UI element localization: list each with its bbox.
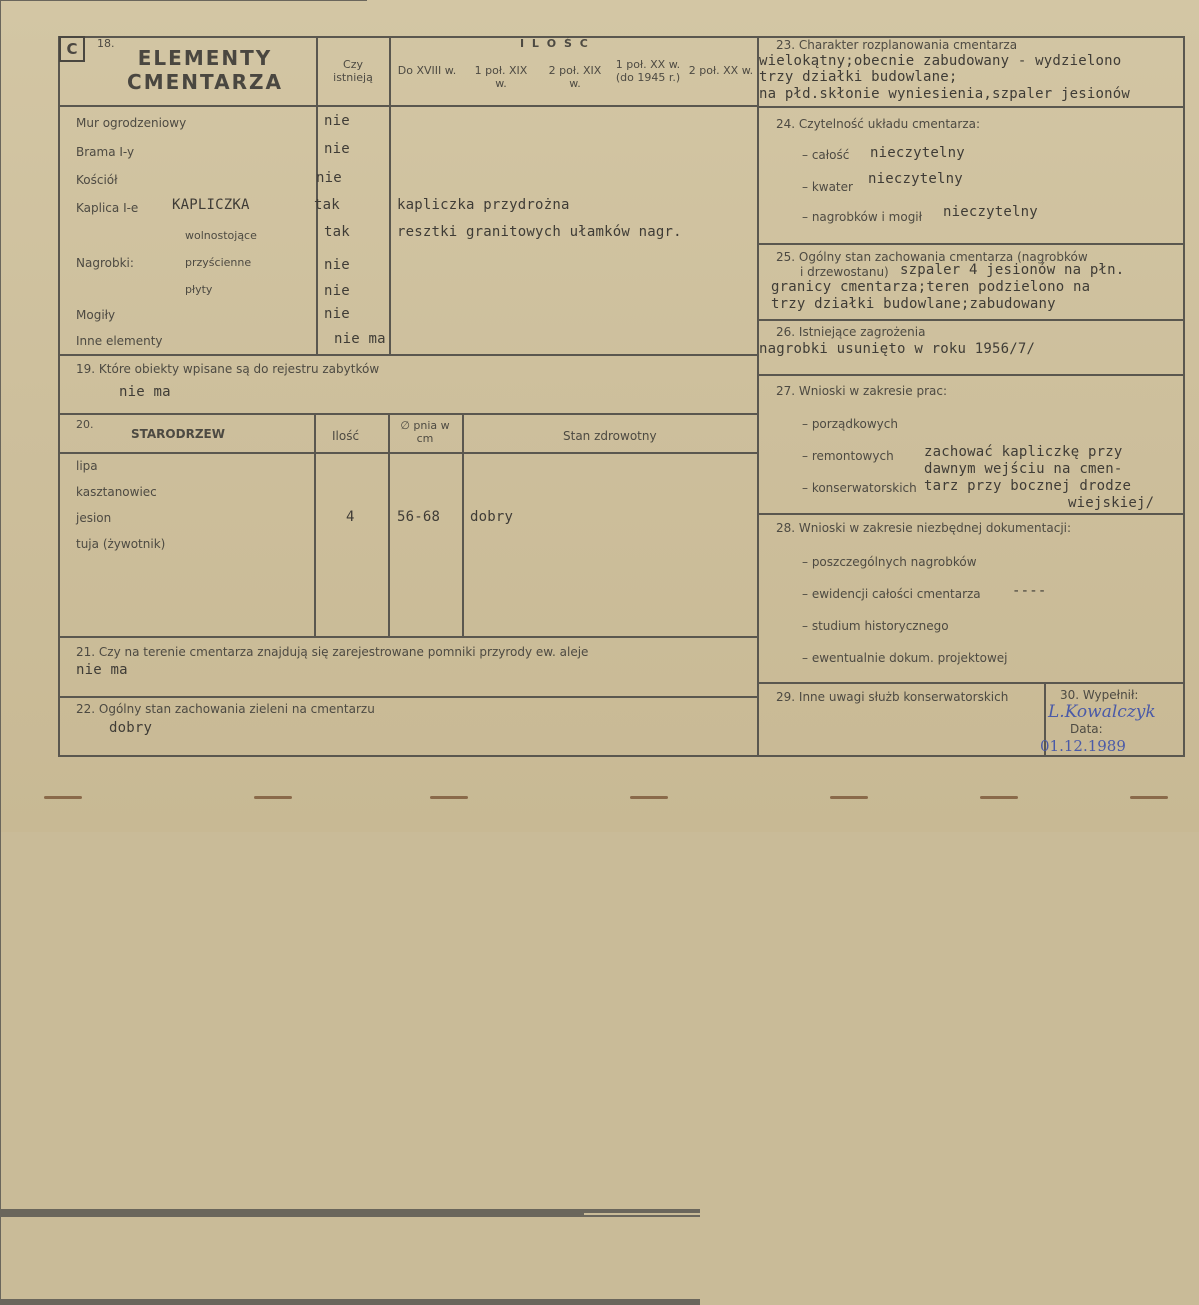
s20-bottom [58, 636, 758, 638]
s20-col-3 [462, 413, 464, 636]
s25-bottom [757, 319, 1184, 321]
row-wolnostojace-label: wolnostojące [185, 229, 257, 242]
s21-label: 21. Czy na terenie cmentarza znajdują się zarejestrowane pomniki przyrody ew. aleje [76, 645, 589, 659]
s30-date-label: Data: [1070, 722, 1103, 736]
staple [630, 796, 668, 799]
tree-row-name: tuja (żywotnik) [76, 537, 166, 551]
s19-bottom [58, 413, 758, 415]
row-plyty-value: nie [324, 283, 350, 299]
s27-bottom [757, 513, 1184, 515]
s26-label: 26. Istniejące zagrożenia [776, 325, 926, 339]
s26-bottom [757, 374, 1184, 376]
s19-value: nie ma [119, 384, 171, 400]
title-line2: CMENTARZA [127, 70, 283, 94]
row-plyty-label: płyty [185, 283, 213, 296]
row-mur-value: nie [324, 113, 350, 129]
s20-col-1 [314, 413, 316, 636]
s24-label: 24. Czytelność układu cmentarza: [776, 117, 981, 131]
s27-line3: tarz przy bocznej drodze [924, 478, 1132, 494]
s24-nagr-label: – nagrobków i mogił [802, 210, 923, 224]
s18-header-bottom [58, 105, 758, 107]
signature: L.Kowalczyk [1048, 702, 1156, 722]
s26-value: nagrobki usunięto w roku 1956/7/ [759, 341, 1036, 357]
staple [980, 796, 1018, 799]
s22-value: dobry [109, 720, 153, 736]
s18-col-2 [0, 303, 1, 605]
s24-kwater-label: – kwater [802, 180, 853, 194]
s28-b: – ewidencji całości cmentarza [802, 587, 981, 601]
row-kaplica-typed: KAPLICZKA [172, 197, 250, 213]
s20-col-2 [388, 413, 390, 636]
tree-row-qty: 4 [346, 509, 355, 525]
s18-bottom [58, 354, 758, 356]
row-mogily-value: nie [324, 306, 350, 322]
s20-number: 20. [76, 418, 94, 431]
s28-b-value: ---- [1012, 583, 1047, 599]
row-przyscienne-value: nie [324, 257, 350, 273]
col-1pol-xix: 1 poł. XIX w. [474, 64, 528, 90]
row-przyscienne-label: przyścienne [185, 256, 252, 269]
staple [254, 796, 292, 799]
section-letter-box: C [59, 36, 85, 62]
tree-row-name: jesion [76, 511, 112, 525]
s27-label: 27. Wnioski w zakresie prac: [776, 384, 948, 398]
row-wolnostojace-note: resztki granitowych ułamków nagr. [397, 224, 682, 240]
tree-row-state: dobry [470, 509, 514, 525]
row-brama-label: Brama I-y [76, 145, 135, 159]
s23-line2: trzy działki budowlane; [759, 69, 958, 85]
s27-rem: – remontowych [802, 449, 894, 463]
row-inne-label: Inne elementy [76, 334, 163, 348]
s28-d: – ewentualnie dokum. projektowej [802, 651, 1008, 665]
s24-calosc-label: – całość [802, 148, 850, 162]
staple [430, 796, 468, 799]
s24-calosc-value: nieczytelny [870, 145, 965, 161]
column-divider [757, 36, 759, 757]
col-czy-istnieja: Czy istnieją [333, 58, 373, 84]
s23-bottom [757, 106, 1184, 108]
row-inne-value: nie ma [334, 331, 386, 347]
s25-line1: szpaler 4 jesionów na płn. [900, 262, 1125, 278]
s25-label2: i drzewostanu) [800, 265, 889, 279]
s20-header-bottom [58, 452, 758, 454]
s30-date-value: 01.12.1989 [1040, 737, 1126, 755]
s24-bottom [757, 243, 1184, 245]
col-1pol-xx: 1 poł. XX w. (do 1945 r.) [615, 58, 681, 84]
col-do-xviii: Do XVIII w. [397, 64, 457, 77]
col-2pol-xix: 2 poł. XIX w. [548, 64, 602, 90]
nagrobki-divider [0, 1217, 1, 1299]
s28-c: – studium historycznego [802, 619, 949, 633]
s18-col-label [316, 36, 318, 354]
s27-line4: wiejskiej/ [1068, 495, 1155, 511]
s29-label: 29. Inne uwagi służb konserwatorskich [776, 690, 1009, 704]
s23-line1: wielokątny;obecnie zabudowany - wydzielono [759, 53, 1122, 69]
col-ilosc: I L O Ś C [520, 37, 590, 50]
s20-title: STARODRZEW [131, 427, 225, 441]
row-wolnostojace-value: tak [324, 224, 350, 240]
s25-line2: granicy cmentarza;teren podzielono na [771, 279, 1091, 295]
s28-bottom [757, 682, 1184, 684]
s20-col-stan: Stan zdrowotny [563, 429, 657, 443]
s27-line2: dawnym wejściu na cmen- [924, 461, 1123, 477]
s20-col-ilosc: Ilość [332, 429, 360, 443]
row-kosciol-value: nie [316, 170, 342, 186]
s21-bottom [58, 696, 758, 698]
s25-label1: 25. Ogólny stan zachowania cmentarza (nagrobków [776, 250, 1088, 264]
section-number: 18. [97, 37, 115, 50]
s18-col-3 [0, 605, 1, 907]
s27-kons: – konserwatorskich [802, 481, 917, 495]
frame-right [1183, 36, 1185, 757]
frame-bottom [58, 755, 1184, 757]
staple [830, 796, 868, 799]
s21-value: nie ma [76, 662, 128, 678]
row-brama-value: nie [324, 141, 350, 157]
s27-line1: zachować kapliczkę przy [924, 444, 1123, 460]
frame-left [58, 36, 60, 757]
s28-a: – poszczególnych nagrobków [802, 555, 977, 569]
row-nagrobki-label: Nagrobki: [76, 256, 134, 270]
s18-col-1 [0, 1, 1, 303]
row-kaplica-value: tak [314, 197, 340, 213]
s24-kwater-value: nieczytelny [868, 171, 963, 187]
row-kosciol-label: Kościół [76, 173, 118, 187]
s22-label: 22. Ogólny stan zachowania zieleni na cmentarzu [76, 702, 375, 716]
s23-line3: na płd.skłonie wyniesienia,szpaler jesionów [759, 86, 1131, 102]
col-2pol-xx: 2 poł. XX w. [688, 64, 754, 77]
staple [1130, 796, 1168, 799]
s28-label: 28. Wnioski w zakresie niezbędnej dokumentacji: [776, 521, 1072, 535]
tree-row-name: lipa [76, 459, 98, 473]
tree-row-name: kasztanowiec [76, 485, 157, 499]
s23-label: 23. Charakter rozplanowania cmentarza [776, 38, 1018, 52]
s20-col-pien: ∅ pnia w cm [400, 419, 450, 445]
tree-row-diam: 56-68 [397, 509, 441, 525]
s24-nagr-value: nieczytelny [943, 204, 1038, 220]
row-kaplica-note: kapliczka przydrożna [397, 197, 570, 213]
row-mogily-label: Mogiły [76, 308, 116, 322]
s18-col-czy [389, 36, 391, 354]
staple [44, 796, 82, 799]
row-line [0, 1216, 700, 1217]
title-line1: ELEMENTY [137, 46, 273, 70]
s18-col-4 [0, 907, 1, 1209]
s25-line3: trzy działki budowlane;zabudowany [771, 296, 1056, 312]
s27-porz: – porządkowych [802, 417, 898, 431]
s18-ilosc-line [0, 0, 367, 1]
s19-label: 19. Które obiekty wpisane są do rejestru zabytków [76, 362, 380, 376]
row-mur-label: Mur ogrodzeniowy [76, 116, 187, 130]
s30-label: 30. Wypełnił: [1060, 688, 1139, 702]
section-title [100, 46, 310, 94]
row-kaplica-label: Kaplica I-e [76, 201, 139, 215]
